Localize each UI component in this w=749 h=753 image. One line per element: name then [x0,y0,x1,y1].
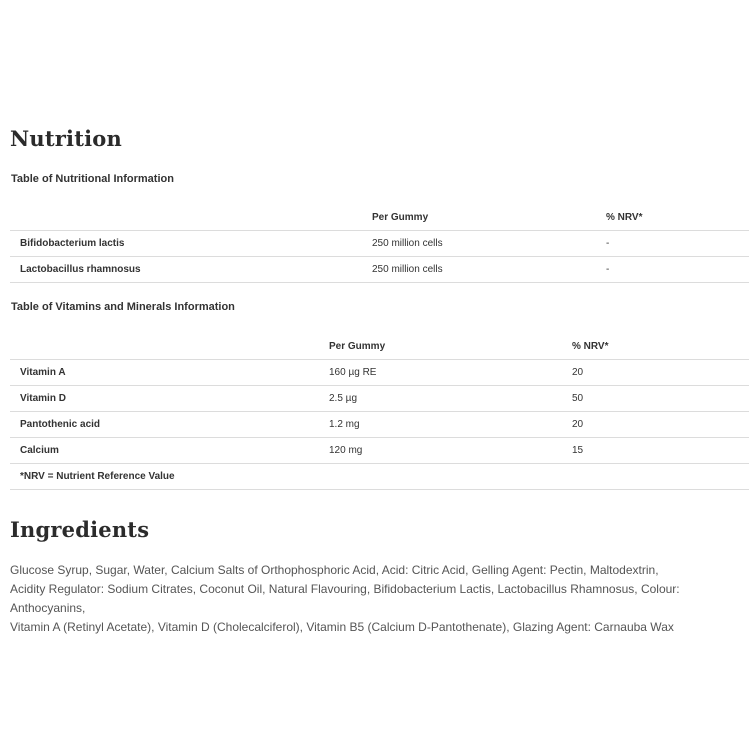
nutrient-nrv: - [606,238,610,249]
nutritional-info-table-caption: Table of Nutritional Information [11,173,174,185]
table-header-row [10,333,749,360]
nutrient-nrv: 20 [572,419,584,430]
ingredients-line: Acidity Regulator: Sodium Citrates, Coconut Oil, Natural Flavouring, Bifidobacterium Lactis, Lactobacillus Rhamnosus, Colour: Anthocyanins, [10,582,680,615]
nutrient-per-gummy: 250 million cells [372,264,443,275]
ingredients-heading: Ingredients [10,517,150,542]
table-header-row [10,204,749,231]
ingredients-list [10,561,749,637]
nutrient-nrv: 50 [572,393,584,404]
nutrient-per-gummy: 160 µg RE [329,367,377,378]
column-header-per-gummy: Per Gummy [329,340,386,352]
column-header-nrv: % NRV* [606,211,643,223]
table-row [10,257,749,283]
ingredients-line: Vitamin A (Retinyl Acetate), Vitamin D (Cholecalciferol), Vitamin B5 (Calcium D-Pantothenate), Glazing Agent: Carnauba Wax [10,620,674,634]
nutrient-nrv: 15 [572,445,584,456]
ingredients-line: Glucose Syrup, Sugar, Water, Calcium Salts of Orthophosphoric Acid, Acid: Citric Acid, Gelling Agent: Pectin, Maltodextrin, [10,563,659,577]
nutrition-heading: Nutrition [10,126,122,151]
table-row [10,438,749,464]
column-header-nrv: % NRV* [572,340,609,352]
nrv-footnote: *NRV = Nutrient Reference Value [20,471,175,482]
nutrient-name: Vitamin D [20,393,66,404]
table-row [10,360,749,386]
nutrient-per-gummy: 250 million cells [372,238,443,249]
nutrient-name: Vitamin A [20,367,66,378]
vitamins-minerals-table [10,333,749,490]
table-row [10,231,749,257]
nutrient-nrv: - [606,264,610,275]
vitamins-minerals-table-caption: Table of Vitamins and Minerals Information [11,301,235,313]
nutrient-name: Calcium [20,445,59,456]
column-header-name [10,204,372,231]
nutrient-per-gummy: 120 mg [329,445,363,456]
table-footnote-row [10,464,749,490]
table-row [10,386,749,412]
nutrient-nrv: 20 [572,367,584,378]
nutritional-info-table [10,204,749,283]
nutrient-per-gummy: 2.5 µg [329,393,358,404]
nutrient-per-gummy: 1.2 mg [329,419,360,430]
column-header-per-gummy: Per Gummy [372,211,429,223]
nutrient-name: Pantothenic acid [20,419,101,430]
table-row [10,412,749,438]
nutrient-name: Bifidobacterium lactis [20,238,125,249]
nutrient-name: Lactobacillus rhamnosus [20,264,141,275]
column-header-name [10,333,329,360]
